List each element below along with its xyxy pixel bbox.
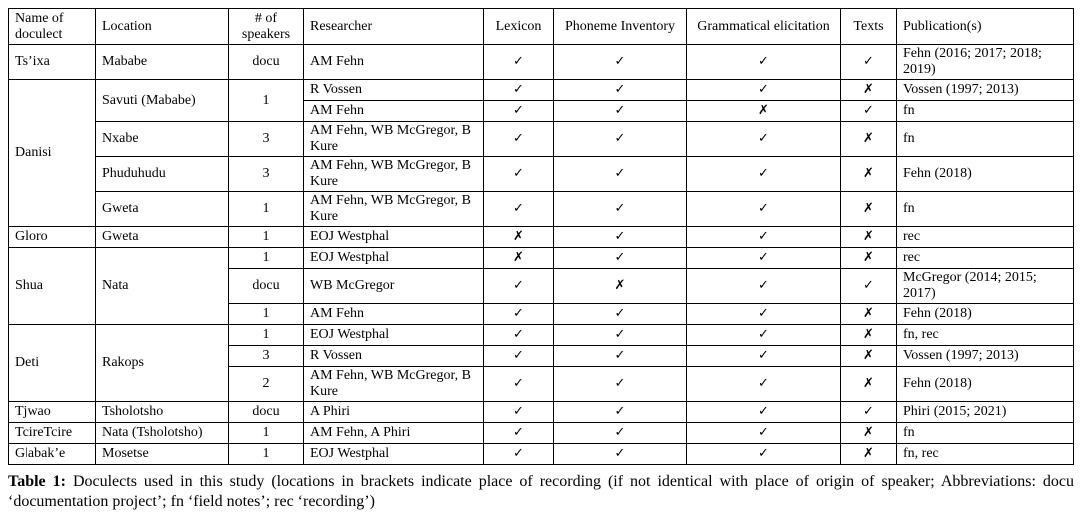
cell-texts: ✗ bbox=[841, 227, 897, 248]
cell-speakers: 3 bbox=[229, 122, 304, 157]
caption-label: Table 1: bbox=[8, 473, 66, 490]
cell-texts: ✗ bbox=[841, 325, 897, 346]
cell-pub: fn bbox=[897, 122, 1074, 157]
cell-speakers: docu bbox=[229, 402, 304, 423]
header-phoneme: Phoneme Inventory bbox=[554, 9, 687, 45]
table-row bbox=[9, 248, 1074, 269]
cell-speakers: 1 bbox=[229, 304, 304, 325]
cell-pub: rec bbox=[897, 227, 1074, 248]
cell-researcher: EOJ Westphal bbox=[304, 227, 484, 248]
cell-doculect: Danisi bbox=[9, 80, 96, 227]
cell-speakers: 3 bbox=[229, 157, 304, 192]
cell-doculect: Gloro bbox=[9, 227, 96, 248]
cell-texts: ✗ bbox=[841, 444, 897, 465]
cell-texts: ✗ bbox=[841, 367, 897, 402]
cell-texts: ✗ bbox=[841, 80, 897, 101]
cell-pub: fn, rec bbox=[897, 444, 1074, 465]
cell-pub: fn bbox=[897, 101, 1074, 122]
header-doculect: Name of doculect bbox=[9, 9, 96, 45]
cell-texts: ✗ bbox=[841, 122, 897, 157]
cell-texts: ✗ bbox=[841, 423, 897, 444]
cell-researcher: EOJ Westphal bbox=[304, 444, 484, 465]
cell-texts: ✗ bbox=[841, 346, 897, 367]
cell-doculect: Tjwao bbox=[9, 402, 96, 423]
cell-researcher: AM Fehn, WB McGregor, B Kure bbox=[304, 367, 484, 402]
header-lexicon: Lexicon bbox=[484, 9, 554, 45]
table-row bbox=[9, 157, 1074, 192]
cell-speakers: 1 bbox=[229, 80, 304, 122]
cell-texts: ✗ bbox=[841, 157, 897, 192]
cell-doculect: Deti bbox=[9, 325, 96, 402]
cell-phoneme: ✓ bbox=[554, 304, 687, 325]
cell-phoneme: ✓ bbox=[554, 80, 687, 101]
cell-phoneme: ✗ bbox=[554, 269, 687, 304]
cell-researcher: AM Fehn bbox=[304, 45, 484, 80]
cell-phoneme: ✓ bbox=[554, 45, 687, 80]
cell-grammar: ✓ bbox=[687, 192, 841, 227]
cell-phoneme: ✓ bbox=[554, 367, 687, 402]
cell-pub: fn, rec bbox=[897, 325, 1074, 346]
cell-grammar: ✓ bbox=[687, 248, 841, 269]
cell-speakers: 1 bbox=[229, 192, 304, 227]
table-row bbox=[9, 45, 1074, 80]
cell-doculect: Gǀabak’e bbox=[9, 444, 96, 465]
cell-grammar: ✓ bbox=[687, 367, 841, 402]
cell-grammar: ✗ bbox=[687, 101, 841, 122]
cell-lexicon: ✓ bbox=[484, 45, 554, 80]
cell-pub: fn bbox=[897, 423, 1074, 444]
table-row bbox=[9, 80, 1074, 101]
header-texts: Texts bbox=[841, 9, 897, 45]
cell-researcher: A Phiri bbox=[304, 402, 484, 423]
cell-phoneme: ✓ bbox=[554, 122, 687, 157]
header-publications: Publication(s) bbox=[897, 9, 1074, 45]
header-researcher: Researcher bbox=[304, 9, 484, 45]
doculects-table bbox=[8, 8, 1074, 465]
cell-lexicon: ✗ bbox=[484, 227, 554, 248]
cell-texts: ✗ bbox=[841, 248, 897, 269]
cell-speakers: 1 bbox=[229, 423, 304, 444]
cell-phoneme: ✓ bbox=[554, 423, 687, 444]
cell-pub: Fehn (2018) bbox=[897, 304, 1074, 325]
table-caption bbox=[8, 472, 1074, 512]
table-row bbox=[9, 227, 1074, 248]
cell-lexicon: ✓ bbox=[484, 367, 554, 402]
cell-speakers: 1 bbox=[229, 444, 304, 465]
cell-speakers: 2 bbox=[229, 367, 304, 402]
cell-lexicon: ✓ bbox=[484, 325, 554, 346]
cell-lexicon: ✓ bbox=[484, 423, 554, 444]
cell-pub: fn bbox=[897, 192, 1074, 227]
cell-grammar: ✓ bbox=[687, 304, 841, 325]
cell-texts: ✗ bbox=[841, 304, 897, 325]
cell-lexicon: ✓ bbox=[484, 80, 554, 101]
cell-researcher: EOJ Westphal bbox=[304, 325, 484, 346]
cell-phoneme: ✓ bbox=[554, 248, 687, 269]
cell-phoneme: ✓ bbox=[554, 157, 687, 192]
cell-researcher: EOJ Westphal bbox=[304, 248, 484, 269]
cell-researcher: R Vossen bbox=[304, 80, 484, 101]
cell-lexicon: ✓ bbox=[484, 304, 554, 325]
cell-grammar: ✓ bbox=[687, 227, 841, 248]
cell-pub: Fehn (2018) bbox=[897, 367, 1074, 402]
cell-grammar: ✓ bbox=[687, 157, 841, 192]
cell-location: Gweta bbox=[96, 192, 229, 227]
header-speakers: # of speakers bbox=[229, 9, 304, 45]
table-row bbox=[9, 122, 1074, 157]
cell-researcher: AM Fehn, WB McGregor, B Kure bbox=[304, 122, 484, 157]
cell-phoneme: ✓ bbox=[554, 402, 687, 423]
cell-lexicon: ✗ bbox=[484, 248, 554, 269]
cell-phoneme: ✓ bbox=[554, 325, 687, 346]
header-grammar: Grammatical elicitation bbox=[687, 9, 841, 45]
cell-lexicon: ✓ bbox=[484, 157, 554, 192]
header-row bbox=[9, 9, 1074, 45]
cell-texts: ✓ bbox=[841, 45, 897, 80]
cell-phoneme: ✓ bbox=[554, 192, 687, 227]
cell-texts: ✗ bbox=[841, 192, 897, 227]
cell-doculect: Ts’ixa bbox=[9, 45, 96, 80]
cell-phoneme: ✓ bbox=[554, 444, 687, 465]
cell-lexicon: ✓ bbox=[484, 101, 554, 122]
cell-researcher: AM Fehn, WB McGregor, B Kure bbox=[304, 157, 484, 192]
cell-texts: ✓ bbox=[841, 101, 897, 122]
cell-pub: Fehn (2016; 2017; 2018; 2019) bbox=[897, 45, 1074, 80]
header-location: Location bbox=[96, 9, 229, 45]
cell-lexicon: ✓ bbox=[484, 269, 554, 304]
cell-pub: Vossen (1997; 2013) bbox=[897, 80, 1074, 101]
cell-doculect: TcireTcire bbox=[9, 423, 96, 444]
cell-location: Phuduhudu bbox=[96, 157, 229, 192]
cell-researcher: AM Fehn bbox=[304, 304, 484, 325]
table-row bbox=[9, 192, 1074, 227]
cell-speakers: docu bbox=[229, 269, 304, 304]
cell-grammar: ✓ bbox=[687, 80, 841, 101]
cell-grammar: ✓ bbox=[687, 269, 841, 304]
cell-grammar: ✓ bbox=[687, 122, 841, 157]
table-row bbox=[9, 444, 1074, 465]
cell-location: Mosetse bbox=[96, 444, 229, 465]
cell-speakers: docu bbox=[229, 45, 304, 80]
cell-grammar: ✓ bbox=[687, 346, 841, 367]
cell-researcher: WB McGregor bbox=[304, 269, 484, 304]
cell-pub: Phiri (2015; 2021) bbox=[897, 402, 1074, 423]
cell-location: Gweta bbox=[96, 227, 229, 248]
cell-speakers: 3 bbox=[229, 346, 304, 367]
cell-lexicon: ✓ bbox=[484, 346, 554, 367]
cell-pub: rec bbox=[897, 248, 1074, 269]
cell-lexicon: ✓ bbox=[484, 402, 554, 423]
cell-phoneme: ✓ bbox=[554, 346, 687, 367]
cell-grammar: ✓ bbox=[687, 325, 841, 346]
cell-grammar: ✓ bbox=[687, 444, 841, 465]
cell-speakers: 1 bbox=[229, 227, 304, 248]
cell-speakers: 1 bbox=[229, 325, 304, 346]
cell-doculect: Shua bbox=[9, 248, 96, 325]
table-row bbox=[9, 402, 1074, 423]
cell-phoneme: ✓ bbox=[554, 101, 687, 122]
cell-pub: Vossen (1997; 2013) bbox=[897, 346, 1074, 367]
cell-location: Nata bbox=[96, 248, 229, 325]
cell-researcher: AM Fehn, WB McGregor, B Kure bbox=[304, 192, 484, 227]
cell-texts: ✓ bbox=[841, 402, 897, 423]
cell-texts: ✓ bbox=[841, 269, 897, 304]
cell-location: Tsholotsho bbox=[96, 402, 229, 423]
table-row bbox=[9, 325, 1074, 346]
cell-grammar: ✓ bbox=[687, 402, 841, 423]
cell-pub: Fehn (2018) bbox=[897, 157, 1074, 192]
cell-location: Rakops bbox=[96, 325, 229, 402]
cell-location: Nxabe bbox=[96, 122, 229, 157]
cell-lexicon: ✓ bbox=[484, 444, 554, 465]
cell-researcher: R Vossen bbox=[304, 346, 484, 367]
cell-location: Savuti (Mababe) bbox=[96, 80, 229, 122]
cell-location: Nata (Tsholotsho) bbox=[96, 423, 229, 444]
cell-researcher: AM Fehn, A Phiri bbox=[304, 423, 484, 444]
cell-grammar: ✓ bbox=[687, 423, 841, 444]
cell-speakers: 1 bbox=[229, 248, 304, 269]
cell-location: Mababe bbox=[96, 45, 229, 80]
cell-lexicon: ✓ bbox=[484, 122, 554, 157]
caption-text: Doculects used in this study (locations in brackets indicate place of recording (if not identical with place of origin of speaker; Abbreviations: docu ‘documentation project’; fn ‘field notes’; rec ‘recording’) bbox=[8, 473, 1075, 510]
cell-phoneme: ✓ bbox=[554, 227, 687, 248]
cell-researcher: AM Fehn bbox=[304, 101, 484, 122]
cell-pub: McGregor (2014; 2015; 2017) bbox=[897, 269, 1074, 304]
cell-lexicon: ✓ bbox=[484, 192, 554, 227]
table-row bbox=[9, 423, 1074, 444]
cell-grammar: ✓ bbox=[687, 45, 841, 80]
